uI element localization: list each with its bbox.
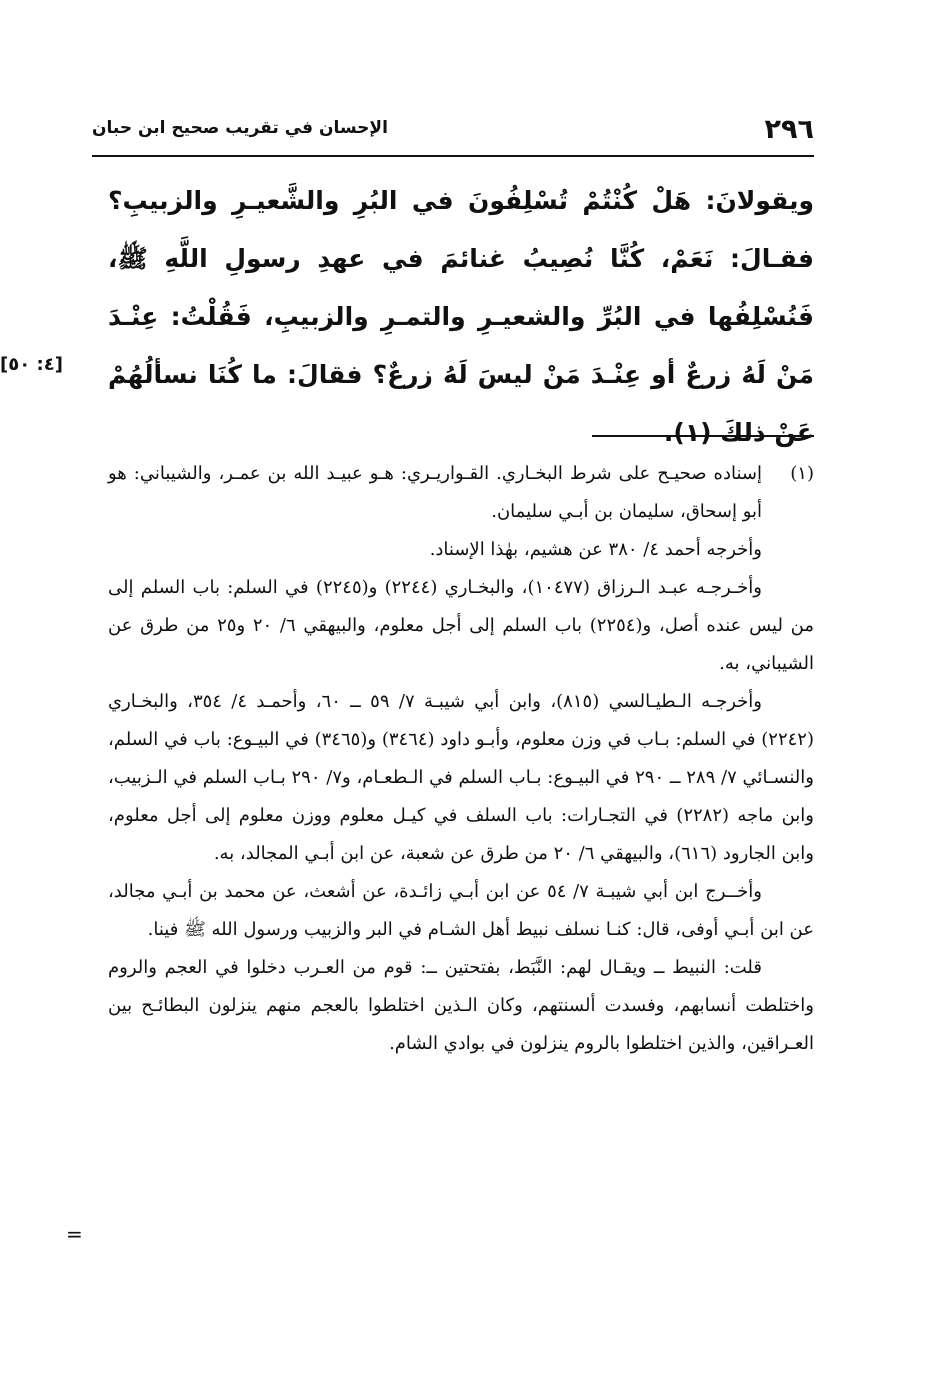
main-paragraph: ويقولانَ: هَلْ كُنْتُمْ تُسْلِفُونَ في البُرِ والشَّعيـرِ والزبيبِ؟ فقـالَ: نَعَمْ، كُنَّا نُصِيبُ غنائمَ في عهدِ رسولِ اللَّهِ ﷺ، فَنُسْلِفُها في البُرِّ والشعيـرِ والتمـرِ والزبيبِ، فَقُلْتُ: عِنْـدَ مَنْ لَهُ زرعٌ أو عِنْـدَ مَنْ ليسَ لَهُ زرعٌ؟ فقالَ: ما كُنَا نسألُهُمْ عَنْ ذلكَ (١). bbox=[108, 186, 814, 447]
page-number: ٢٩٦ bbox=[764, 114, 814, 145]
continuation-mark: = bbox=[66, 1222, 83, 1246]
footnote-paragraph: وأخــرج ابن أبي شيبـة ٧/ ٥٤ عن ابن أبـي زائـدة، عن أشعث، عن محمد بن أبـي مجالد، عن ابن أبـي أوفى، قال: كنـا نسلف نبيط أهل الشـام في البر والزبيب ورسول الله ﷺ فينا. bbox=[108, 881, 814, 940]
footnote-paragraph: قلت: النبيط ــ ويقـال لهم: النَّبَط، بفتحتين ــ: قوم من العـرب دخلوا في العجم والروم واختلطت أنسابهم، وفسدت ألسنتهم، وكان الـذين اختلطوا بالعجم منهم ينزلون البطائـح بين العـراقين، والذين اختلطوا بالروم ينزلون في بوادي الشام. bbox=[108, 957, 814, 1054]
footnote-paragraph: وأخرجه أحمد ٤/ ٣٨٠ عن هشيم، بهٰذا الإسناد. bbox=[429, 539, 762, 560]
footnote-separator bbox=[592, 435, 814, 437]
footnote-paragraph: وأخـرجـه عبـد الـرزاق (١٠٤٧٧)، والبخـاري (٢٢٤٤) و(٢٢٤٥) في السلم: باب السلم إلى من ليس عنده أصل، و(٢٢٥٤) باب السلم إلى أجل معلوم، والبيهقي ٦/ ٢٠ و٢٥ من طرق عن الشيباني، به. bbox=[108, 577, 814, 674]
footnote-number: (١) bbox=[790, 463, 814, 484]
footnote-text: إسناده صحيـح على شرط البخـاري. القـواريـري: هـو عبيـد الله بن عمـر، والشيباني: هو أبو إسحاق، سليمان بن أبـي سليمان. bbox=[108, 463, 762, 522]
footnote-paragraph bbox=[108, 455, 814, 531]
footnote-paragraph: وأخرجـه الـطيـالسي (٨١٥)، وابن أبي شيبـة ٧/ ٥٩ ــ ٦٠، وأحمـد ٤/ ٣٥٤، والبخـاري (٢٢٤٢) في السلم: بـاب في وزن معلوم، وأبـو داود (٣٤٦٤) و(٣٤٦٥) في البيـوع: باب في السلم، والنسـائي ٧/ ٢٨٩ ــ ٢٩٠ في البيـوع: بـاب السلم في الـطعـام، و٧/ ٢٩٠ بـاب السلم في الـزبيب، وابن ماجه (٢٢٨٢) في التجـارات: باب السلف في كيـل معلوم ووزن معلوم إلى أجل معلوم، وابن الجارود (٦١٦)، والبيهقي ٦/ ٢٠ من طرق عن شعبة، عن ابن أبـي المجالد، به. bbox=[108, 691, 814, 864]
running-title: الإحسان في تقريب صحيح ابن حبان bbox=[92, 118, 388, 138]
page-header bbox=[92, 112, 814, 152]
footnotes-block bbox=[108, 455, 814, 1063]
main-text-block bbox=[108, 172, 814, 462]
header-rule bbox=[92, 155, 814, 157]
volume-reference: [٤: ٥٠] bbox=[0, 354, 63, 375]
